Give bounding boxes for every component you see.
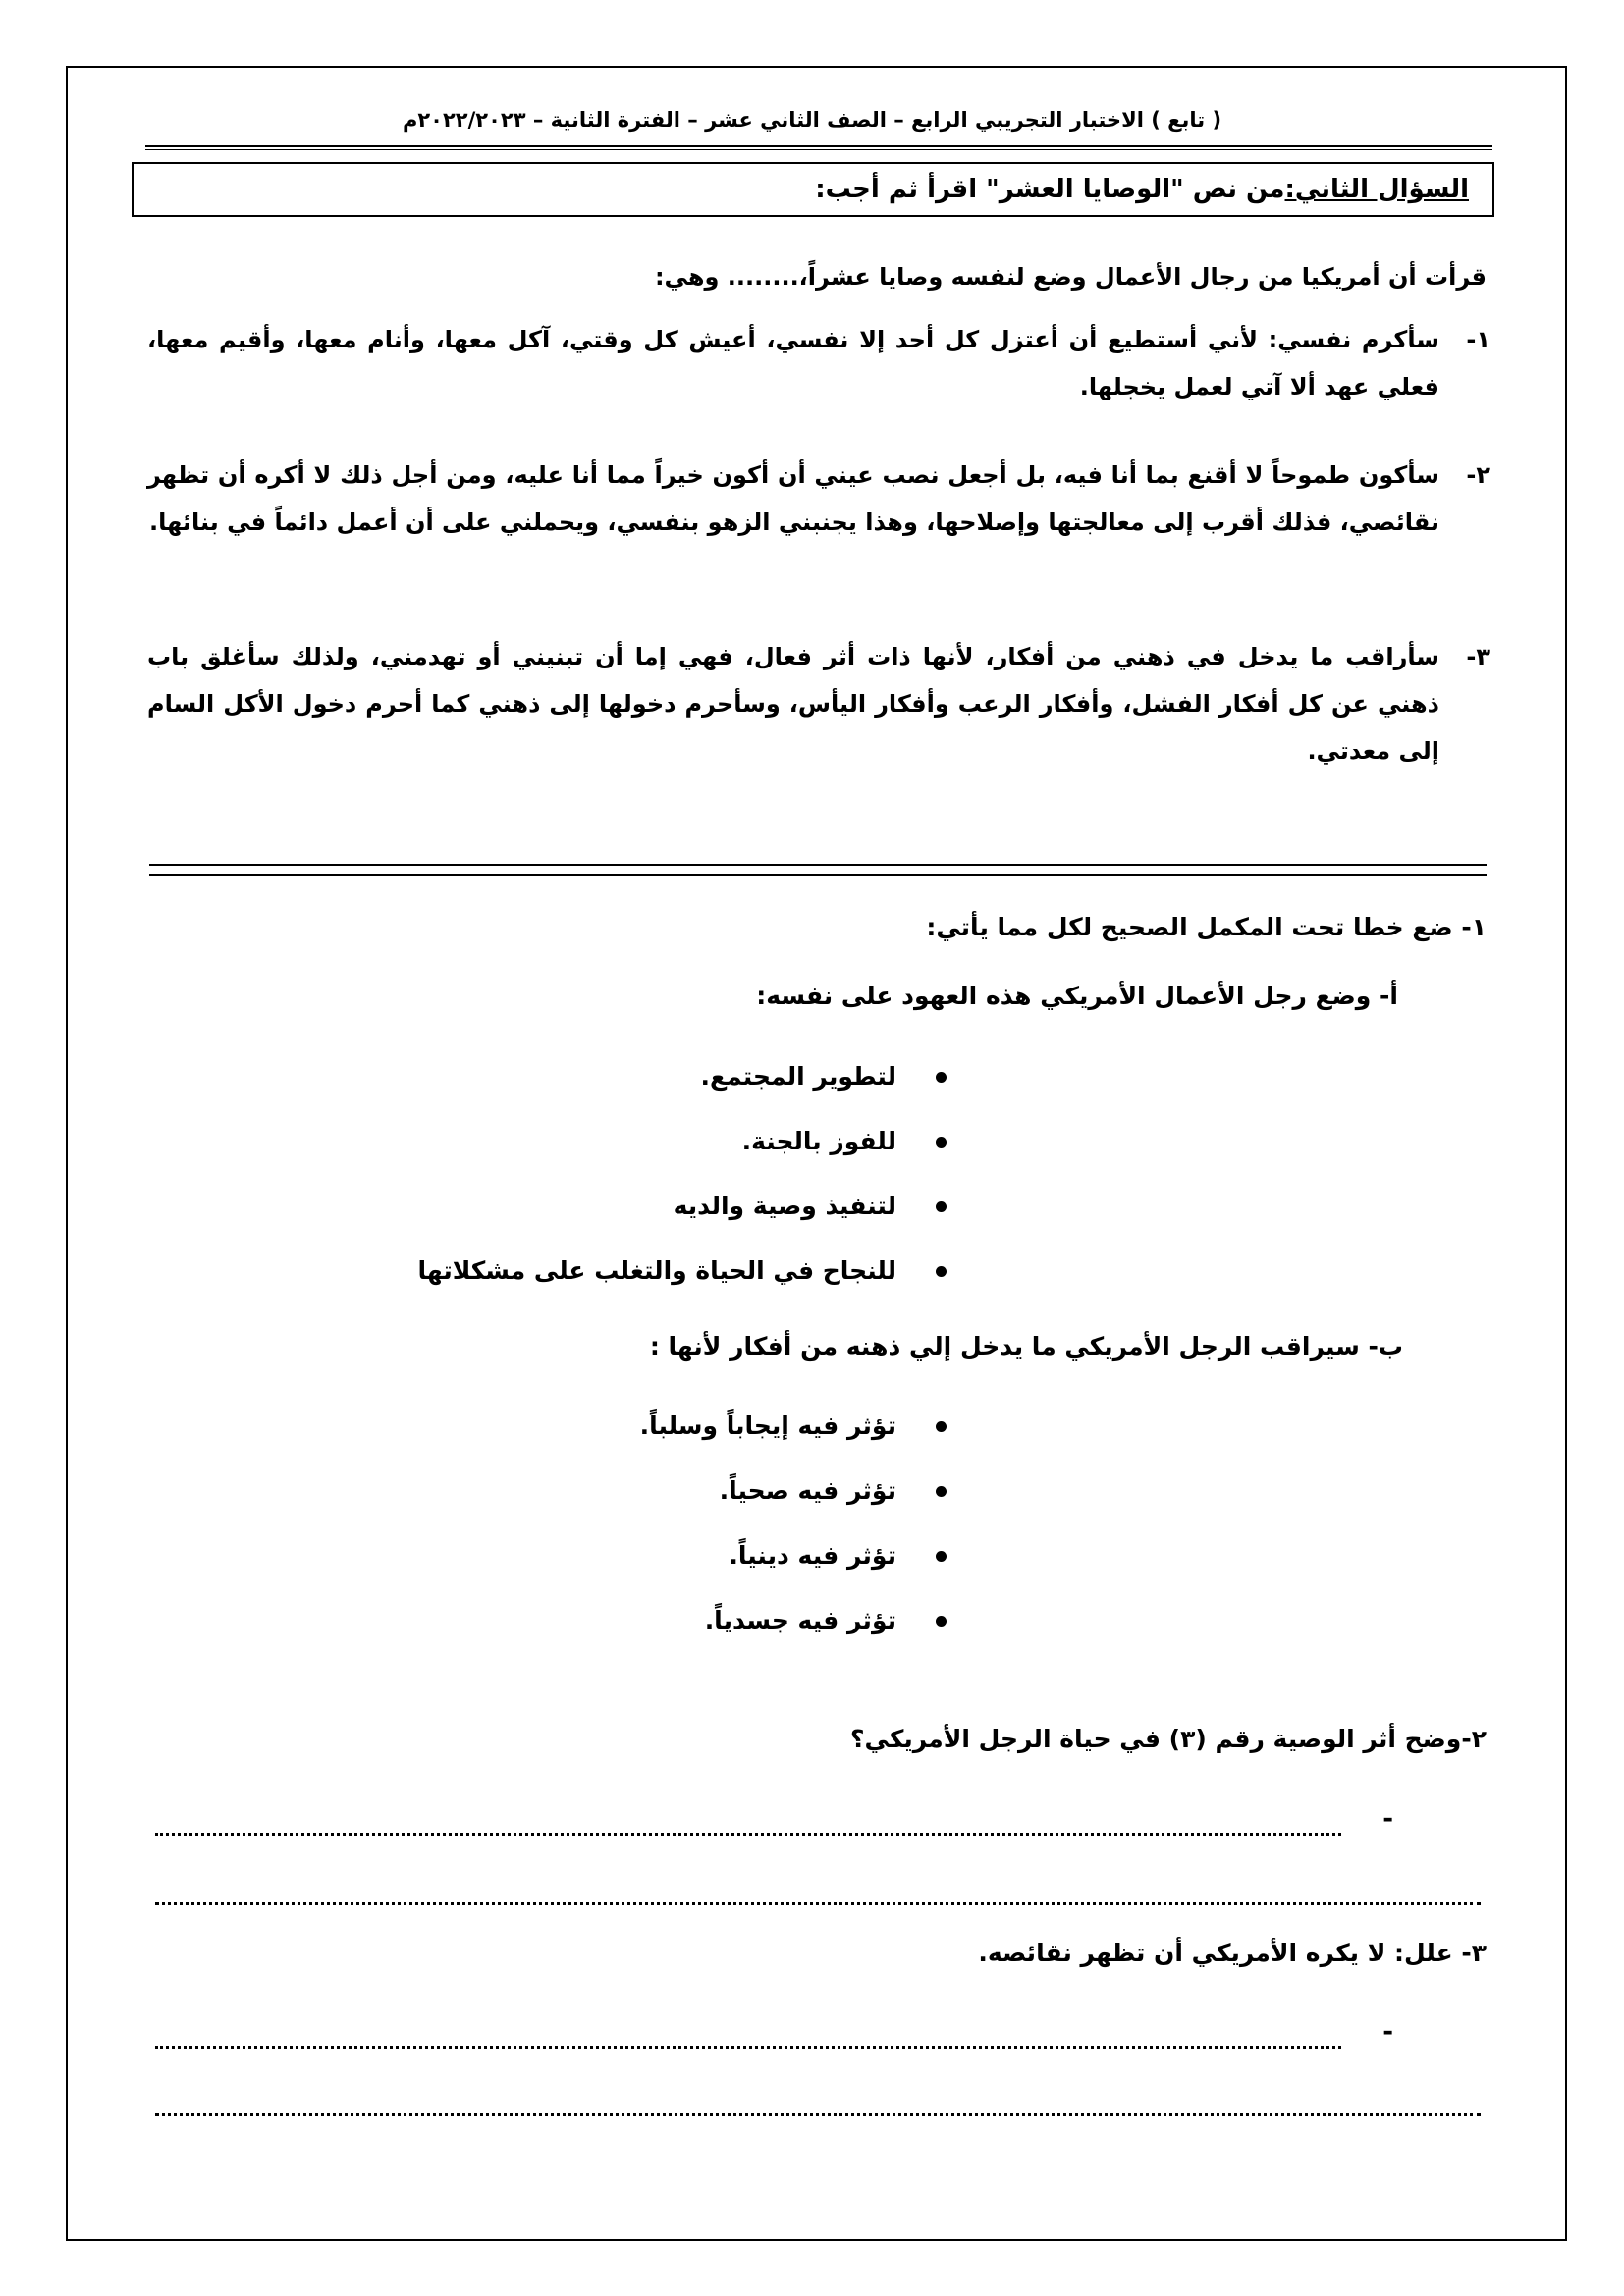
option-text: تؤثر فيه إيجاباً وسلباً. <box>639 1412 896 1440</box>
passage-item-number: ١- <box>1466 326 1490 353</box>
bullet-icon <box>936 1551 947 1562</box>
question-title-box <box>132 162 1494 217</box>
option-text: للفوز بالجنة. <box>741 1127 896 1155</box>
page-header: ( تابع ) الاختبار التجريبي الرابع – الصف الثاني عشر – الفترة الثانية – ٢٠٢٢/٢٠٢٣م <box>402 108 1222 132</box>
option-text: تؤثر فيه دينياً. <box>729 1541 896 1570</box>
section-divider <box>149 864 1487 876</box>
bullet-icon <box>936 1201 947 1212</box>
option-item[interactable] <box>640 1394 947 1459</box>
question-1a-prompt: أ- وضع رجل الأعمال الأمريكي هذه العهود على نفسه: <box>756 982 1398 1010</box>
option-text: للنجاح في الحياة والتغلب على مشكلاتها <box>417 1256 896 1285</box>
option-item[interactable] <box>640 1523 947 1588</box>
answer-dash: - <box>1382 1804 1393 1834</box>
passage-item-2 <box>147 452 1490 546</box>
answer-line[interactable] <box>155 1833 1341 1836</box>
bullet-icon <box>936 1486 947 1497</box>
option-text: تؤثر فيه صحياً. <box>719 1476 896 1505</box>
question-3-prompt: ٣- علل: لا يكره الأمريكي أن تظهر نقائصه. <box>978 1939 1487 1967</box>
question-1-prompt: ١- ضع خطا تحت المكمل الصحيح لكل مما يأتي: <box>926 913 1487 941</box>
option-text: لتنفيذ وصية والديه <box>673 1192 896 1220</box>
option-item[interactable] <box>640 1588 947 1653</box>
passage-item-number: ٢- <box>1466 461 1490 489</box>
question-2-prompt: ٢-وضح أثر الوصية رقم (٣) في حياة الرجل الأمريكي؟ <box>850 1725 1487 1753</box>
option-item[interactable] <box>640 1459 947 1523</box>
question-label: السؤال الثاني: <box>1284 175 1469 204</box>
bullet-icon <box>936 1266 947 1277</box>
question-1b-prompt: ب- سيراقب الرجل الأمريكي ما يدخل إلي ذهنه من أفكار لأنها : <box>649 1332 1403 1361</box>
answer-line[interactable] <box>155 2113 1481 2116</box>
question-instruction: من نص "الوصايا العشر" اقرأ ثم أجب: <box>815 175 1285 204</box>
answer-line[interactable] <box>155 2046 1341 2049</box>
question-1a-options <box>418 1044 947 1304</box>
option-item[interactable] <box>418 1109 947 1174</box>
bullet-icon <box>936 1616 947 1627</box>
passage-item-1 <box>147 316 1490 410</box>
bullet-icon <box>936 1072 947 1083</box>
passage-intro: قرأت أن أمريكيا من رجال الأعمال وضع لنفسه وصايا عشراً،........ وهي: <box>654 263 1487 291</box>
option-text: لتطوير المجتمع. <box>700 1062 896 1091</box>
question-1b-options <box>640 1394 947 1653</box>
bullet-icon <box>936 1421 947 1432</box>
passage-item-3 <box>147 633 1490 774</box>
answer-dash: - <box>1382 2017 1393 2047</box>
passage-item-number: ٣- <box>1466 643 1490 670</box>
option-item[interactable] <box>418 1174 947 1239</box>
option-item[interactable] <box>418 1044 947 1109</box>
option-text: تؤثر فيه جسدياً. <box>704 1606 896 1634</box>
passage-item-text: سأكرم نفسي: لأني أستطيع أن أعتزل كل أحد إلا نفسي، أعيش كل وقتي، آكل معها، وأنام معها، وأقيم معها، فعلي عهد ألا آتي لعمل يخجلها. <box>147 326 1439 400</box>
bullet-icon <box>936 1137 947 1148</box>
header-rule <box>145 145 1492 150</box>
passage-item-text: سأكون طموحاً لا أقنع بما أنا فيه، بل أجعل نصب عيني أن أكون خيراً مما أنا عليه، ومن أجل ذلك لا أكره أن تظهر نقائصي، فذلك أقرب إلى معالجتها وإصلاحها، وهذا يجنبني الزهو بنفسي، ويحملني على أن أعمل دائماً في بنائها. <box>147 461 1439 536</box>
passage-item-text: سأراقب ما يدخل في ذهني من أفكار، لأنها ذات أثر فعال، فهي إما أن تبنيني أو تهدمني، ولذلك سأغلق باب ذهني عن كل أفكار الفشل، وأفكار الرعب وأفكار اليأس، وسأحرم دخولها إلى ذهني كما أحرم دخول الأكل السام إلى معدتي. <box>147 643 1439 765</box>
option-item[interactable] <box>418 1239 947 1304</box>
answer-line[interactable] <box>155 1902 1481 1905</box>
